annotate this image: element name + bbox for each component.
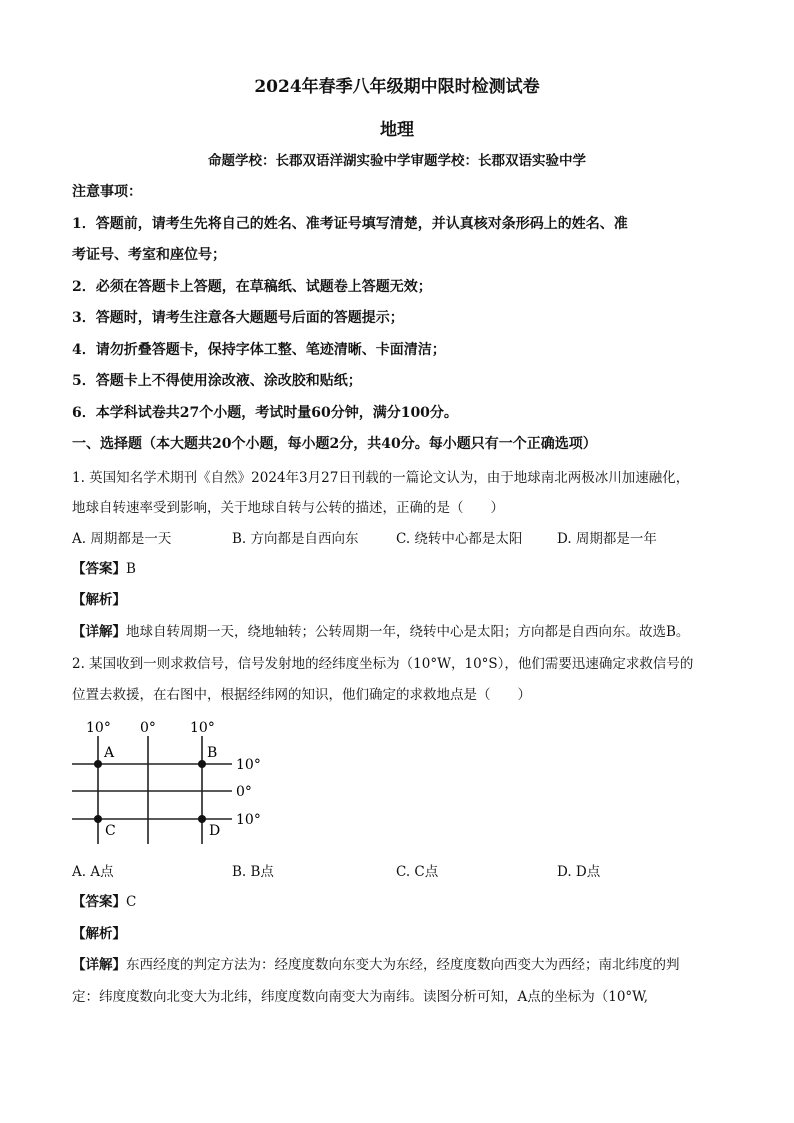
lon-label-west: 10° <box>86 720 111 736</box>
q1-stem: 地球自转速率受到影响，关于地球自转与公转的描述，正确的是（ ） <box>72 500 504 516</box>
q1-option-b: B. 方向都是自西向东 <box>232 531 359 547</box>
q2-option-c: C. C点 <box>396 864 439 880</box>
notice-item: 1．答题前，请考生先将自己的姓名、准考证号填写清楚，并认真核对条形码上的姓名、准 <box>72 216 628 232</box>
q2-stem: 位置去救援，在右图中，根据经纬网的知识，他们确定的求救地点是（ ） <box>72 687 531 703</box>
q2-answer <box>72 890 136 910</box>
q1-option-c: C. 绕转中心都是太阳 <box>396 531 523 547</box>
school-info: 命题学校：长郡双语洋湖实验中学审题学校：长郡双语实验中学 <box>208 153 586 169</box>
q1-option-d: D. 周期都是一年 <box>557 531 657 547</box>
notice-item: 6．本学科试卷共27个小题，考试时量60分钟，满分100分。 <box>72 405 458 421</box>
notice-item: 4．请勿折叠答题卡，保持字体工整、笔迹清晰、卡面清洁； <box>72 342 446 358</box>
lat-label-south: 10° <box>236 812 261 828</box>
q2-option-d: D. D点 <box>557 864 601 880</box>
q2-option-b: B. B点 <box>232 864 274 880</box>
q1-answer <box>72 557 136 577</box>
q1-option-a: A. 周期都是一天 <box>72 531 172 547</box>
analysis-tag: 【解析】 <box>72 592 126 608</box>
notice-item: 2．必须在答题卡上答题，在草稿纸、试题卷上答题无效； <box>72 279 432 295</box>
q2-analysis-tag <box>72 922 126 942</box>
q2-detail-cont: 定：纬度度数向北变大为北纬，纬度度数向南变大为南纬。读图分析可知，A点的坐标为（10°W, <box>72 989 648 1005</box>
detail-text: 地球自转周期一天，绕地轴转；公转周期一年，绕转中心是太阳；方向都是自西向东。故选B。 <box>126 624 690 640</box>
notice-item: 3．答题时，请考生注意各大题题号后面的答题提示； <box>72 310 404 326</box>
point-c-dot <box>94 815 102 823</box>
lat-lon-grid-diagram <box>70 712 280 852</box>
subject-title: 地理 <box>380 120 414 140</box>
lat-label-north: 10° <box>236 757 261 773</box>
point-a-dot <box>94 760 102 768</box>
notice-item: 考证号、考室和座位号； <box>72 247 226 263</box>
point-a-label: A <box>104 745 115 761</box>
point-b-dot <box>198 760 206 768</box>
analysis-tag: 【解析】 <box>72 926 126 942</box>
section-heading: 一、选择题（本大题共20个小题，每小题2分，共40分。每小题只有一个正确选项） <box>72 436 597 452</box>
detail-tag: 【详解】 <box>72 624 126 640</box>
notice-heading: 注意事项： <box>72 184 142 200</box>
notice-item: 5．答题卡上不得使用涂改液、涂改胶和贴纸； <box>72 373 362 389</box>
lon-label-prime: 0° <box>140 720 156 736</box>
answer-value: B <box>126 561 136 577</box>
detail-text: 东西经度的判定方法为：经度度数向东变大为东经，经度度数向西变大为西经；南北纬度的判 <box>126 957 680 973</box>
answer-tag: 【答案】 <box>72 894 126 910</box>
point-c-label: C <box>105 823 116 839</box>
lon-label-east: 10° <box>190 720 215 736</box>
answer-tag: 【答案】 <box>72 561 126 577</box>
q1-detail <box>72 620 689 640</box>
q1-stem: 1. 英国知名学术期刊《自然》2024年3月27日刊载的一篇论文认为，由于地球南北两极冰川加速融化， <box>72 470 690 486</box>
lat-label-equator: 0° <box>236 784 252 800</box>
q2-detail <box>72 953 680 973</box>
q2-option-a: A. A点 <box>72 864 114 880</box>
answer-value: C <box>126 894 137 910</box>
exam-title: 2024年春季八年级期中限时检测试卷 <box>254 77 540 97</box>
point-b-label: B <box>207 745 218 761</box>
q2-stem: 2. 某国收到一则求救信号，信号发射地的经纬度坐标为（10°W，10°S），他们需要迅速确定求救信号的 <box>72 656 694 672</box>
point-d-dot <box>198 815 206 823</box>
q1-analysis-tag <box>72 588 126 608</box>
detail-tag: 【详解】 <box>72 957 126 973</box>
point-d-label: D <box>209 823 221 839</box>
